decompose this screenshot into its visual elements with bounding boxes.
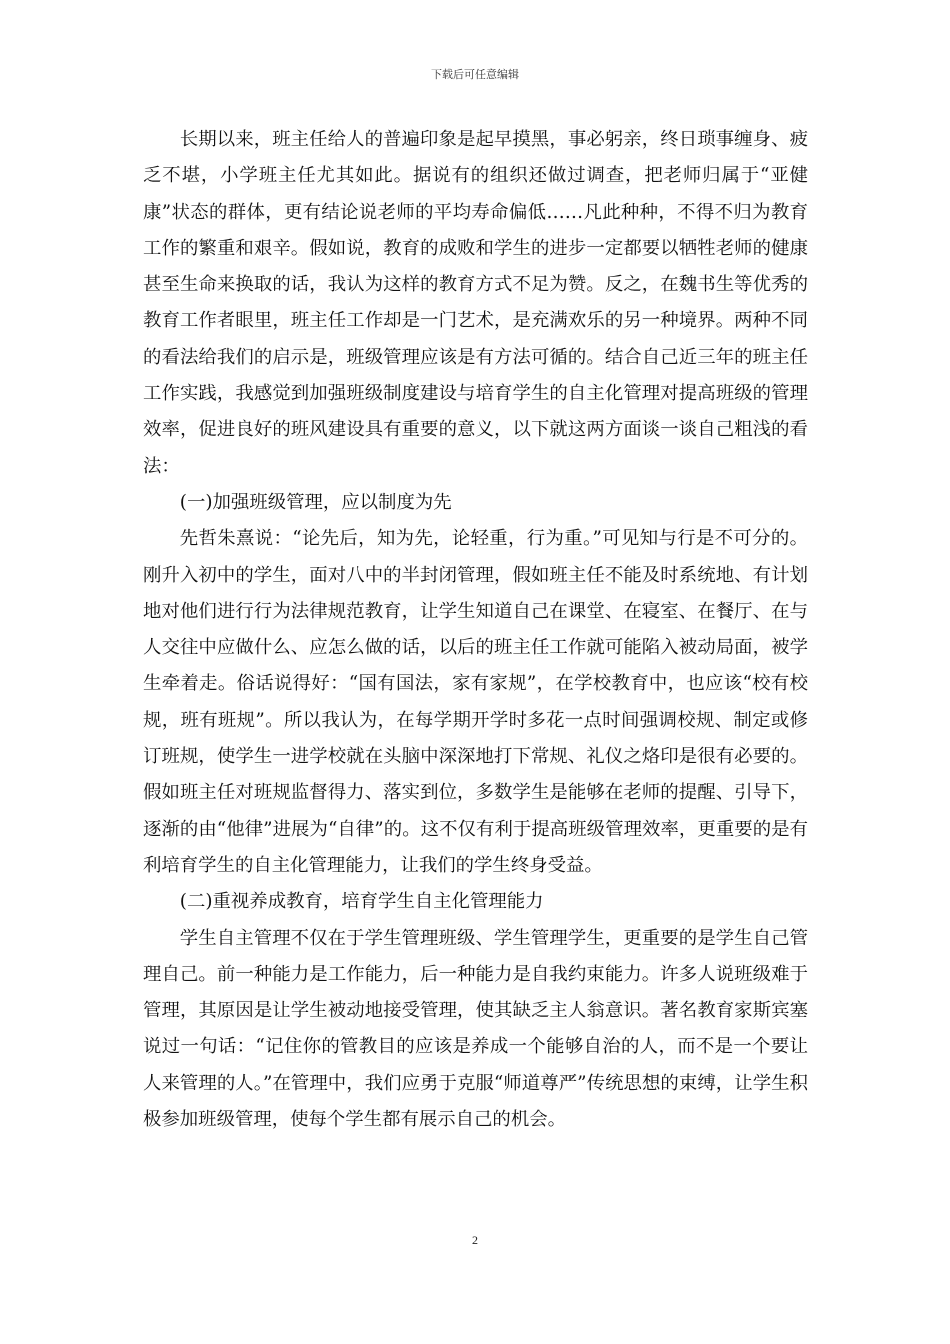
section-2-paragraph: 学生自主管理不仅在于学生管理班级、学生管理学生，更重要的是学生自己管理自己。前一种能力是工作能力，后一种能力是自我约束能力。许多人说班级难于管理，其原因是让学生被动地接受管理，使其缺乏主人翁意识。著名教育家斯宾塞说过一句话：“记住你的管教目的应该是养成一个能够自治的人，而不是一个要让人来管理的人。”在管理中，我们应勇于克服“师道尊严”传统思想的束缚，让学生积极参加班级管理，使每个学生都有展示自己的机会。 xyxy=(143,927,808,1131)
section-1-paragraph: 先哲朱熹说：“论先后，知为先，论轻重，行为重。”可见知与行是不可分的。刚升入初中的学生，面对八中的半封闭管理，假如班主任不能及时系统地、有计划地对他们进行行为法律规范教育，让学生知道自己在课堂、在寝室、在餐厅、在与人交往中应做什么、应怎么做的话，以后的班主任工作就可能陷入被动局面，被学生牵着走。俗话说得好：“国有国法，家有家规”，在学校教育中，也应该“校有校规，班有班规”。所以我认为，在每学期开学时多花一点时间强调校规、制定或修订班规，使学生一进学校就在头脑中深深地打下常规、礼仪之烙印是很有必要的。假如班主任对班规监督得力、落实到位，多数学生是能够在老师的提醒、引导下，逐渐的由“他律”进展为“自律”的。这不仅有利于提高班级管理效率，更重要的是有利培育学生的自主化管理能力，让我们的学生终身受益。 xyxy=(143,528,808,876)
document-body xyxy=(143,122,808,1138)
page-header: 下载后可任意编辑 xyxy=(431,68,519,81)
intro-paragraph: 长期以来，班主任给人的普遍印象是起早摸黑，事必躬亲，终日琐事缠身、疲乏不堪，小学班主任尤其如此。据说有的组织还做过调查，把老师归属于“亚健康”状态的群体，更有结论说老师的平均寿命偏低……凡此种种，不得不归为教育工作的繁重和艰辛。假如说，教育的成败和学生的进步一定都要以牺牲老师的健康甚至生命来换取的话，我认为这样的教育方式不足为赞。反之，在魏书生等优秀的教育工作者眼里，班主任工作却是一门艺术，是充满欢乐的另一种境界。两种不同的看法给我们的启示是，班级管理应该是有方法可循的。结合自己近三年的班主任工作实践，我感觉到加强班级制度建设与培育学生的自主化管理对提高班级的管理效率，促进良好的班风建设具有重要的意义，以下就这两方面谈一谈自己粗浅的看法： xyxy=(143,129,808,477)
section-heading-2: (二)重视养成教育，培育学生自主化管理能力 xyxy=(179,891,544,913)
section-heading-1: (一)加强班级管理，应以制度为先 xyxy=(179,491,452,513)
page-number: 2 xyxy=(472,1233,478,1247)
